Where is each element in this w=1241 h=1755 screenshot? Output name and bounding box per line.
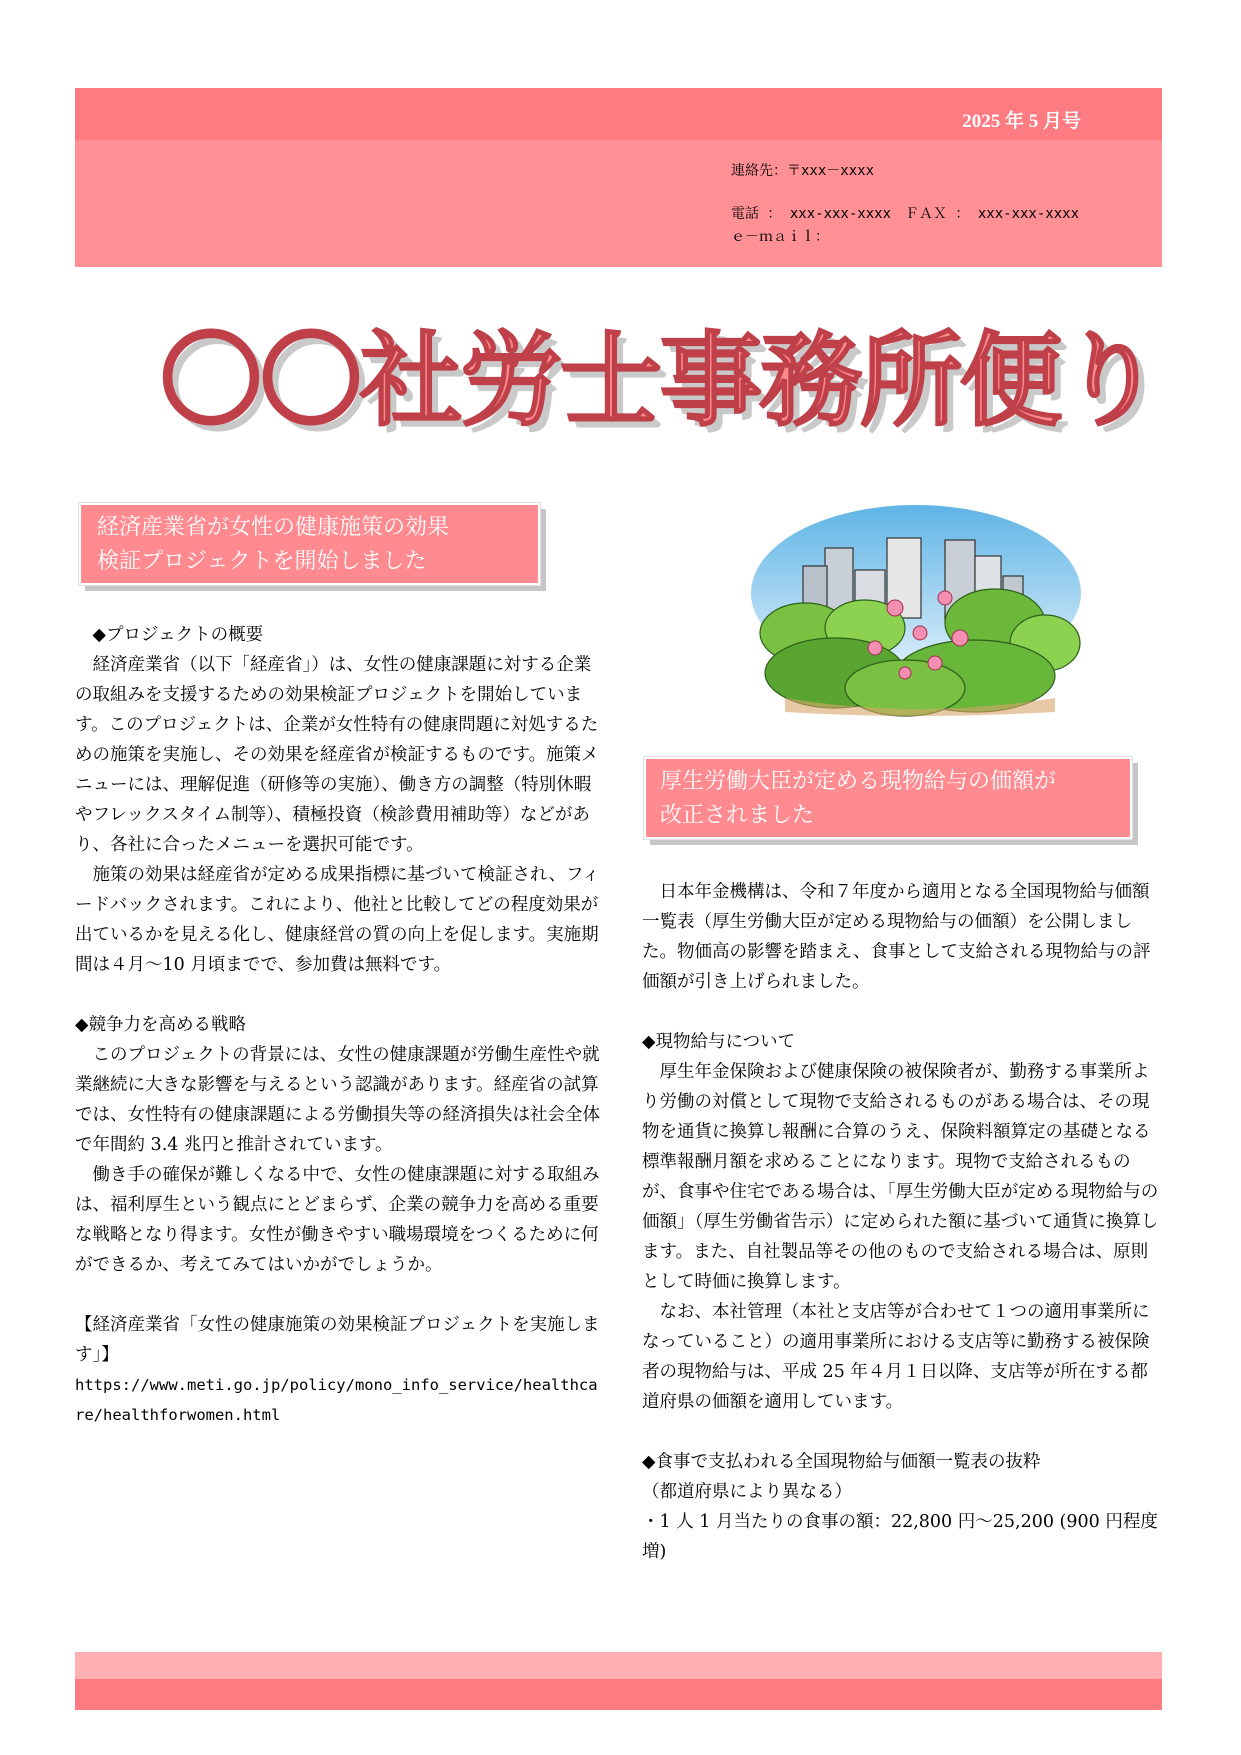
article1-sec1-title: ◆プロジェクトの概要 [92,625,264,645]
masthead-title: 〇〇社労士事務所便り [160,322,1160,441]
article1-heading-line1: 経済産業省が女性の健康施策の効果 [97,515,450,540]
footer-band-light [75,1652,1162,1679]
article1-sec2-title: ◆競争力を高める戦略 [75,1015,246,1035]
article1-ref-url[interactable]: https://www.meti.go.jp/policy/mono_info_service/healthcare/healthforwomen.html [75,1376,598,1424]
article2-heading-line1: 厚生労働大臣が定める現物給与の価額が [660,769,1057,794]
article2-sec1-p2: なお、本社管理（本社と支店等が合わせて１つの適用事業所になっていること）の適用事業所における支店等に勤務する被保険者の現物給与は、平成 25 年４月１日以降、支店等が所在する都道府県の価額を適用しています。 [642,1302,1150,1412]
article2-sec1-p1: 厚生年金保険および健康保険の被保険者が、勤務する事業所より労働の対償として現物で支給されるものがある場合は、その現物を通貨に換算し報酬に合算のうえ、保険料額算定の基礎となる標準報酬月額を求めることになります。現物で支給されるものが、食事や住宅である場合は、「厚生労働大臣が定める現物給与の価額」（厚生労働省告示）に定められた額に基づいて通貨に換算します。また、自社製品等その他のもので支給される場合は、原則として時価に換算します。 [642,1062,1159,1292]
article1-ref-title: 【経済産業省「女性の健康施策の効果検証プロジェクトを実施します」】 [75,1315,600,1365]
article2-sec1-title: ◆現物給与について [642,1032,796,1052]
article1-body [75,620,600,1430]
article1-sec1-p2: 施策の効果は経産省が定める成果指標に基づいて検証され、フィードバックされます。これにより、他社と比較してどの程度効果が出ているかを見える化し、健康経営の質の向上を促します。実施期間は４月～10 月頃までで、参加費は無料です。 [75,865,600,975]
article2-heading [644,757,1132,839]
article2-body [642,877,1164,1567]
article2-sec2-sub: （都道府県により異なる） [642,1482,852,1502]
article1-sec2-p1: このプロジェクトの背景には、女性の健康課題が労働生産性や就業継続に大きな影響を与えるという認識があります。経産省の試算では、女性特有の健康課題による労働損失等の経済損失は社会全体で年間約 3.4 兆円と推計されています。 [75,1045,600,1155]
article2-sec2-item: ・1 人 1 月当たりの食事の額：22,800 円～25,200 (900 円程度増) [642,1512,1158,1562]
city-park-illustration [745,498,1087,720]
article2-sec2-title: ◆食事で支払われる全国現物給与価額一覧表の抜粋 [642,1452,1041,1472]
contact-email: ｅ－ｍａｉｌ： [731,229,829,245]
contact-address: 連絡先：〒xxx－xxxx [731,163,875,179]
article2-heading-line2: 改正されました [660,803,815,828]
article2-intro: 日本年金機構は、令和７年度から適用となる全国現物給与価額一覧表（厚生労働大臣が定める現物給与の価額）を公開しました。物価高の影響を踏まえ、食事として支給される現物給与の評価額が引き上げられました。 [642,882,1151,992]
article1-sec1-p1: 経済産業省（以下「経産省」）は、女性の健康課題に対する企業の取組みを支援するための効果検証プロジェクトを開始しています。このプロジェクトは、企業が女性特有の健康問題に対処するための施策を実施し、その効果を経産省が検証するものです。施策メニューには、理解促進（研修等の実施）、働き方の調整（特別休暇やフレックスタイム制等）、積極投資（検診費用補助等）などがあり、各社に合ったメニューを選択可能です。 [75,655,599,855]
article1-heading [79,503,540,585]
footer-band-dark [75,1679,1162,1710]
contact-phone-fax: 電話 ： xxx-xxx-xxxx ＦＡＸ ： xxx-xxx-xxxx [731,206,1080,222]
article1-heading-line2: 検証プロジェクトを開始しました [97,549,427,574]
article1-sec2-p2: 働き手の確保が難しくなる中で、女性の健康課題に対する取組みは、福利厚生という観点にとどまらず、企業の競争力を高める重要な戦略となり得ます。女性が働きやすい職場環境をつくるために何ができるか、考えてみてはいかがでしょうか。 [75,1165,600,1275]
issue-date: 2025 年 5 月号 [962,111,1081,132]
